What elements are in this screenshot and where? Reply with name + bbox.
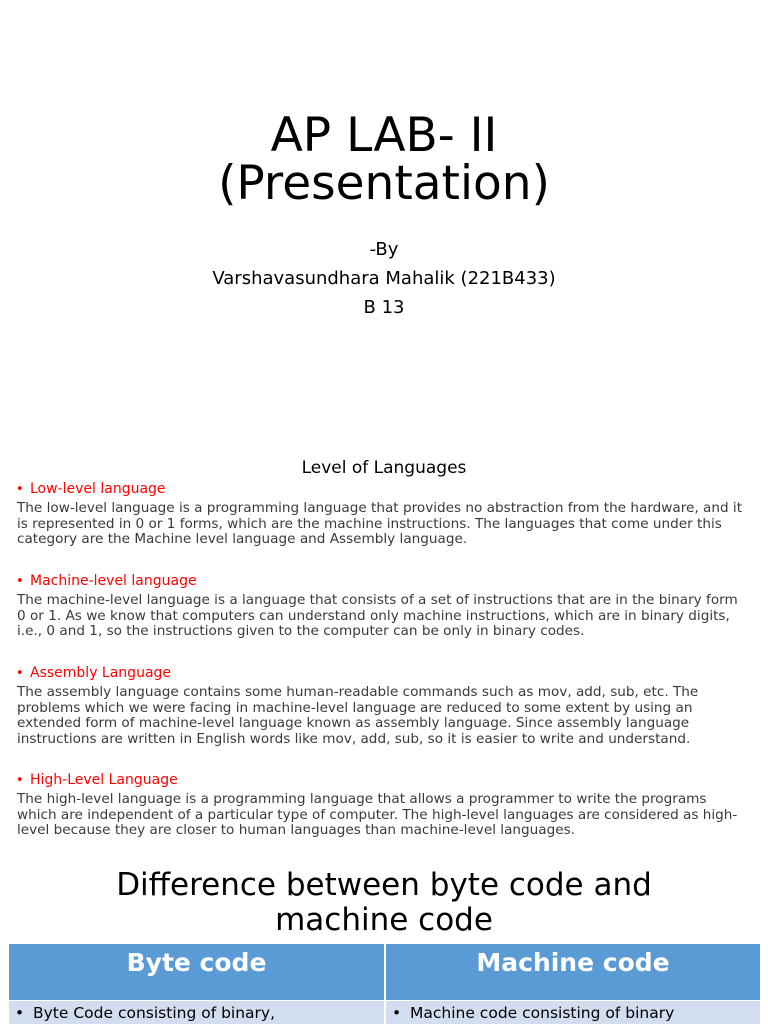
slide-title-line2: (Presentation) — [218, 156, 550, 211]
bullet-dot-icon: • — [16, 773, 24, 788]
author-line: Varshavasundhara Mahalik (221B433) — [212, 268, 556, 289]
bullet-dot-icon: • — [16, 666, 24, 681]
paragraph-machine-level: The machine-level language is a language that consists of a set of instructions that are in the binary form 0 or 1. As we know that computers can understand only machine instructions, which are in binary digits, i.e., 0 and 1, so the instructions given to the computer can be only in binary codes. — [17, 592, 738, 640]
table-header-byte-code: Byte code — [9, 944, 384, 1000]
cell-text: Machine code consisting of binary — [410, 1004, 675, 1022]
bullet-dot-icon: • — [392, 1004, 402, 1022]
slide-title — [0, 108, 768, 211]
paragraph-assembly: The assembly language contains some human-readable commands such as mov, add, sub, etc. The problems which we were facing in machine-level language are reduced to some extent by using an extended form of machine-level language known as assembly language. Since assembly language instructions are written in English words like mov, add, sub, so it is easier to write and understand. — [17, 684, 699, 747]
bullet-dot-icon: • — [16, 574, 24, 589]
table-header-machine-code: Machine code — [386, 944, 760, 1000]
bullet-dot-icon: • — [16, 482, 24, 497]
table-cell-byte-code — [9, 1001, 384, 1024]
levels-heading: Level of Languages — [301, 458, 467, 478]
section-line: B 13 — [363, 297, 405, 318]
bullet-assembly — [16, 665, 171, 682]
by-line: -By — [369, 239, 399, 260]
bullet-machine-level — [16, 573, 197, 590]
bullet-label: Assembly Language — [30, 665, 172, 681]
bullet-label: High-Level Language — [30, 772, 178, 788]
table-cell-machine-code — [386, 1001, 760, 1024]
bullet-label: Machine-level language — [30, 573, 197, 589]
slide-title-line1: AP LAB- II — [270, 108, 498, 163]
cell-text: Byte Code consisting of binary, — [33, 1004, 276, 1022]
difference-heading — [0, 868, 768, 938]
bullet-high-level — [16, 772, 178, 789]
paragraph-high-level: The high-level language is a programming language that allows a programmer to write the programs which are independent of a particular type of computer. The high-level languages are considered as high-level because they are closer to human languages than machine-level languages. — [17, 791, 738, 839]
difference-heading-line2: machine code — [275, 902, 493, 938]
paragraph-low-level: The low-level language is a programming language that provides no abstraction from the hardware, and it is represented in 0 or 1 forms, which are the machine instructions. The languages that come under this category are the Machine level language and Assembly language. — [17, 500, 743, 548]
bullet-low-level — [16, 481, 166, 498]
bullet-label: Low-level language — [30, 481, 166, 497]
bullet-dot-icon: • — [15, 1004, 25, 1022]
difference-heading-line1: Difference between byte code and — [116, 867, 652, 903]
